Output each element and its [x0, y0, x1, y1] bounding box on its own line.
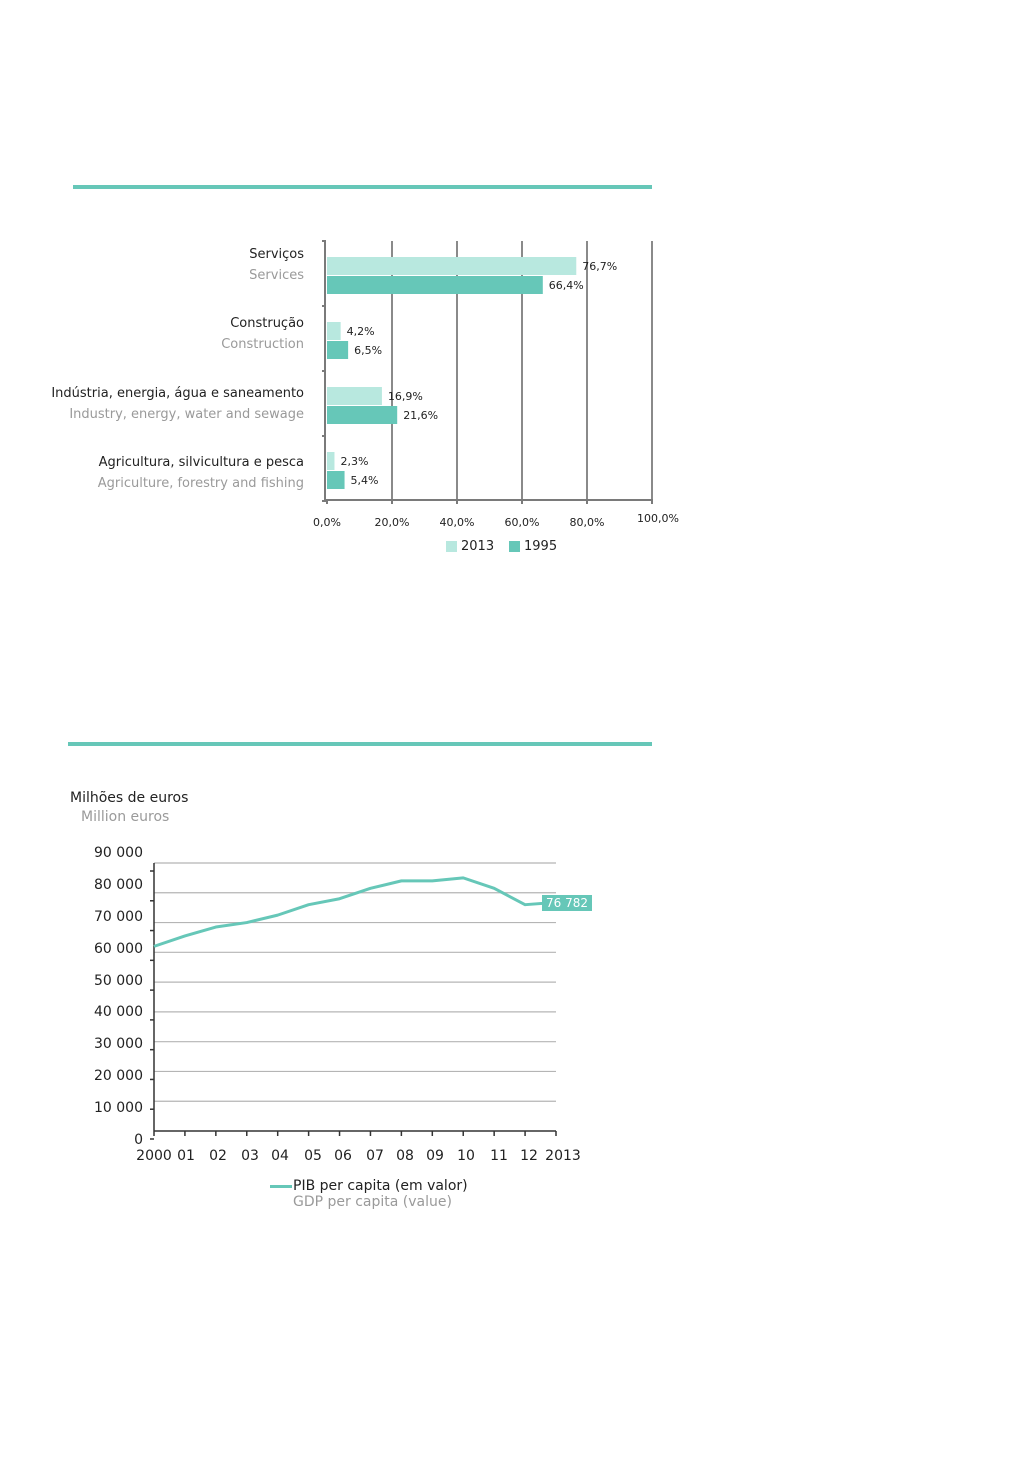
legend-label: 1995 [524, 539, 558, 554]
bar-value-label: 21,6% [403, 409, 439, 422]
line-legend [270, 1178, 468, 1210]
bar-value-label: 4,2% [346, 325, 375, 338]
x-tick-label: 20,0% [374, 516, 410, 529]
category-label-en: Industry, energy, water and sewage [69, 407, 304, 422]
category-label-pt: Serviços [249, 247, 304, 262]
category-label-en: Services [249, 268, 304, 283]
x-tick-label: 09 [426, 1148, 444, 1164]
bar-value-label: 6,5% [354, 344, 383, 357]
x-tick-label: 03 [241, 1148, 259, 1164]
legend-label: PIB per capita (em valor) [293, 1178, 468, 1194]
x-tick-label: 60,0% [504, 516, 540, 529]
y-tick-label: 10 000 [94, 1100, 143, 1116]
bar-value-label: 76,7% [582, 260, 618, 273]
x-tick-label: 2000 [136, 1148, 172, 1164]
x-tick-label: 06 [334, 1148, 352, 1164]
category-label-pt: Construção [230, 316, 304, 331]
chart-subtitle: Million euros [81, 809, 170, 825]
bar-value-label: 5,4% [350, 474, 379, 487]
chart-title: Milhões de euros [70, 790, 189, 806]
y-tick-label: 40 000 [94, 1004, 143, 1020]
category-label-pt: Indústria, energia, água e saneamento [51, 386, 304, 401]
x-tick-label: 100,0% [637, 512, 679, 525]
y-tick-label: 0 [134, 1132, 143, 1148]
y-tick-label: 70 000 [94, 909, 143, 925]
legend-label-en: GDP per capita (value) [293, 1194, 452, 1210]
x-tick-label: 02 [209, 1148, 227, 1164]
bar-value-label: 16,9% [387, 390, 423, 403]
category-label-en: Agriculture, forestry and fishing [97, 476, 304, 491]
series-line-pib [154, 878, 556, 946]
x-tick-label: 05 [304, 1148, 322, 1164]
y-tick-label: 80 000 [94, 877, 143, 893]
y-tick-label: 50 000 [94, 973, 143, 989]
x-tick-label: 01 [177, 1148, 195, 1164]
bar-value-label: 2,3% [340, 455, 369, 468]
x-tick-label: 0,0% [313, 516, 341, 529]
category-label-en: Construction [221, 337, 304, 352]
x-tick-label: 80,0% [569, 516, 605, 529]
y-tick-label: 30 000 [94, 1036, 143, 1052]
legend-label: 2013 [461, 539, 495, 554]
y-tick-label: 20 000 [94, 1068, 143, 1084]
x-tick-label: 07 [366, 1148, 384, 1164]
category-label-pt: Agricultura, silvicultura e pesca [98, 455, 304, 470]
x-tick-label: 40,0% [439, 516, 475, 529]
legend-line-swatch [270, 1185, 292, 1188]
x-tick-label: 10 [457, 1148, 475, 1164]
end-value-callout: 76 782 [542, 895, 592, 911]
y-tick-label: 90 000 [94, 845, 143, 861]
bar-value-label: 66,4% [548, 279, 584, 292]
x-tick-label: 08 [396, 1148, 414, 1164]
x-tick-label: 2013 [545, 1148, 581, 1164]
x-tick-label: 12 [520, 1148, 538, 1164]
x-tick-label: 04 [271, 1148, 289, 1164]
y-tick-label: 60 000 [94, 941, 143, 957]
x-tick-label: 11 [490, 1148, 508, 1164]
